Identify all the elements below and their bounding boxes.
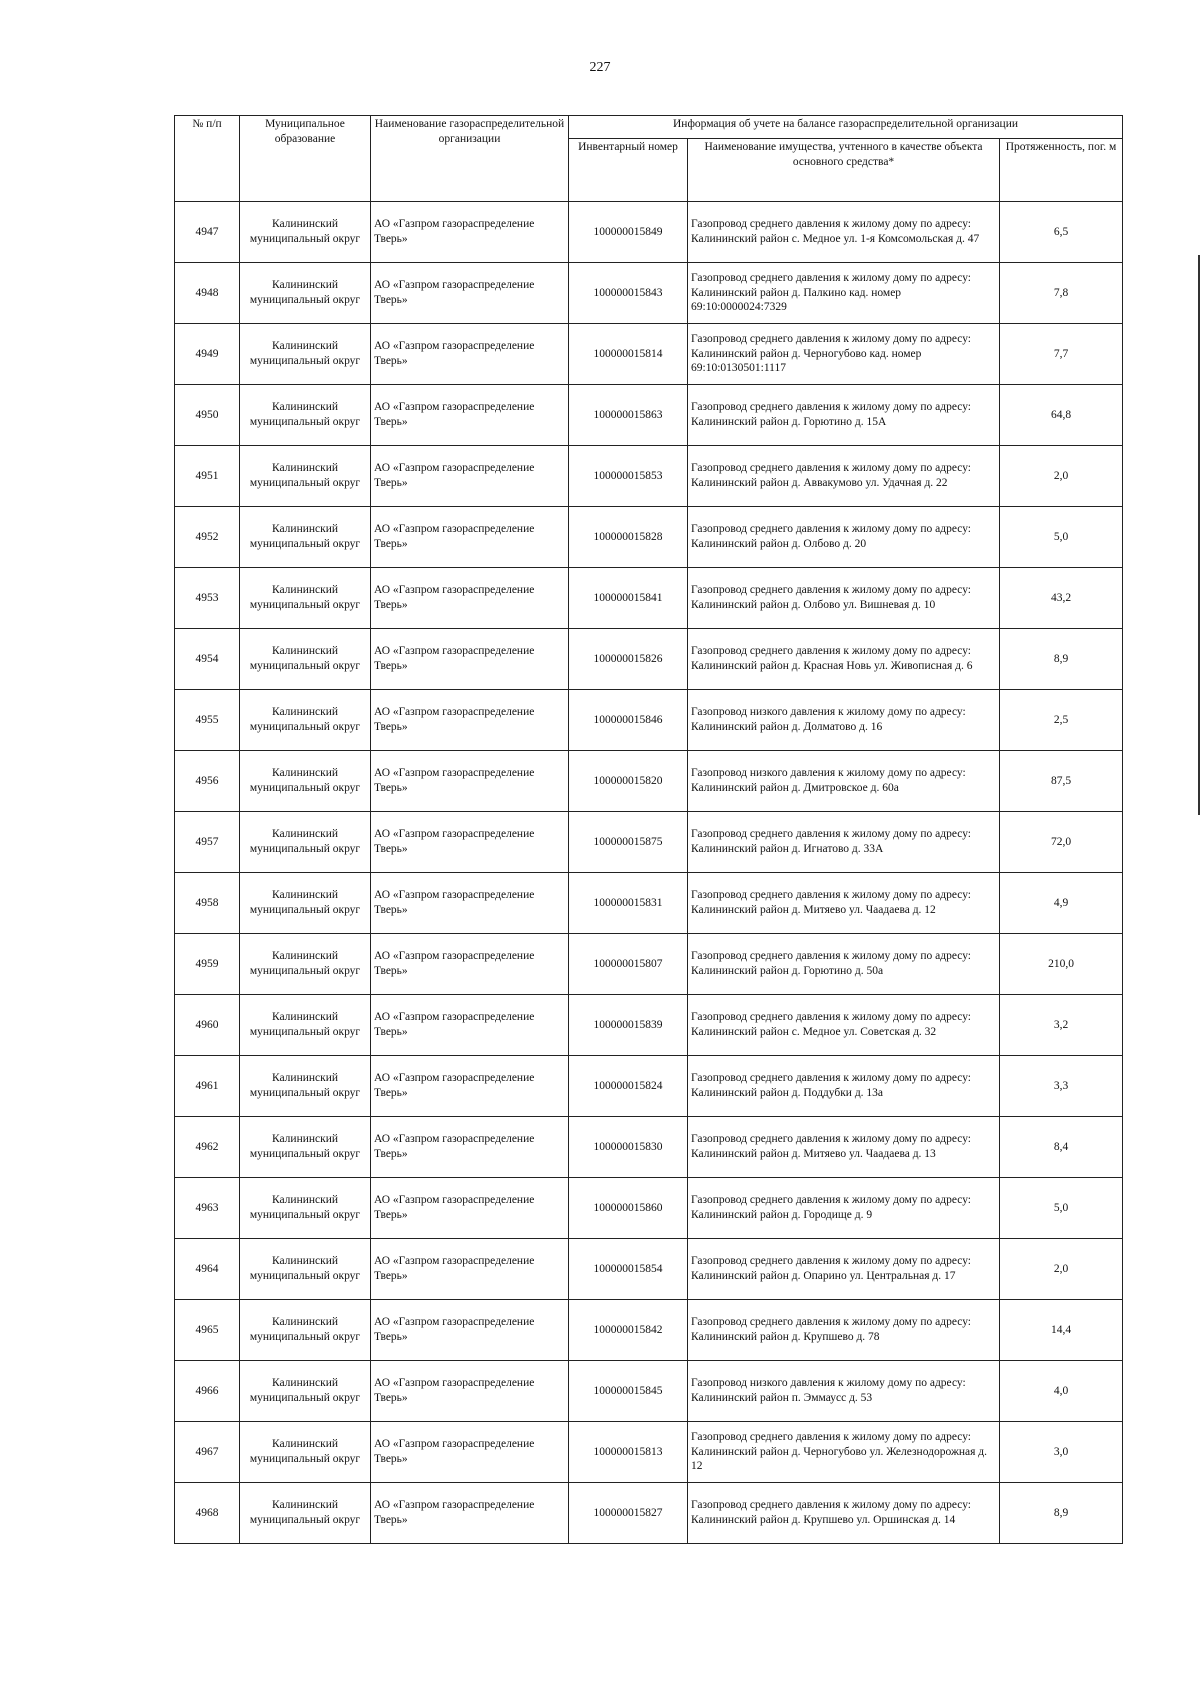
row-length: 3,2	[1000, 995, 1123, 1056]
row-length: 7,7	[1000, 324, 1123, 385]
row-organization: АО «Газпром газораспределение Тверь»	[371, 1117, 569, 1178]
row-asset-name: Газопровод среднего давления к жилому дому по адресу: Калининский район д. Горютино д. 50а	[688, 934, 1000, 995]
row-number: 4956	[175, 751, 240, 812]
row-inventory-number: 100000015875	[569, 812, 688, 873]
row-inventory-number: 100000015830	[569, 1117, 688, 1178]
table-row	[175, 446, 1123, 507]
row-number: 4962	[175, 1117, 240, 1178]
row-organization: АО «Газпром газораспределение Тверь»	[371, 751, 569, 812]
row-inventory-number: 100000015843	[569, 263, 688, 324]
header-asset-name: Наименование имущества, учтенного в качестве объекта основного средства*	[688, 139, 1000, 202]
row-municipality: Калининский муниципальный округ	[240, 1056, 371, 1117]
row-number: 4967	[175, 1422, 240, 1483]
row-organization: АО «Газпром газораспределение Тверь»	[371, 1178, 569, 1239]
row-inventory-number: 100000015807	[569, 934, 688, 995]
table-row	[175, 1056, 1123, 1117]
table-row	[175, 1239, 1123, 1300]
page-number: 227	[589, 60, 611, 75]
row-number: 4965	[175, 1300, 240, 1361]
row-organization: АО «Газпром газораспределение Тверь»	[371, 995, 569, 1056]
table-row	[175, 1178, 1123, 1239]
row-municipality: Калининский муниципальный округ	[240, 934, 371, 995]
row-municipality: Калининский муниципальный округ	[240, 507, 371, 568]
row-municipality: Калининский муниципальный округ	[240, 690, 371, 751]
row-length: 8,4	[1000, 1117, 1123, 1178]
row-length: 8,9	[1000, 1483, 1123, 1544]
row-inventory-number: 100000015849	[569, 202, 688, 263]
table-row	[175, 690, 1123, 751]
row-municipality: Калининский муниципальный округ	[240, 1178, 371, 1239]
row-number: 4958	[175, 873, 240, 934]
row-inventory-number: 100000015854	[569, 1239, 688, 1300]
row-inventory-number: 100000015824	[569, 1056, 688, 1117]
row-organization: АО «Газпром газораспределение Тверь»	[371, 324, 569, 385]
row-inventory-number: 100000015827	[569, 1483, 688, 1544]
row-organization: АО «Газпром газораспределение Тверь»	[371, 1056, 569, 1117]
table-row	[175, 1117, 1123, 1178]
row-length: 5,0	[1000, 1178, 1123, 1239]
row-length: 8,9	[1000, 629, 1123, 690]
row-asset-name: Газопровод низкого давления к жилому дому по адресу: Калининский район д. Долматово д. 16	[688, 690, 1000, 751]
table-row	[175, 1422, 1123, 1483]
row-length: 2,5	[1000, 690, 1123, 751]
row-length: 5,0	[1000, 507, 1123, 568]
row-organization: АО «Газпром газораспределение Тверь»	[371, 385, 569, 446]
row-number: 4952	[175, 507, 240, 568]
table-header	[175, 116, 1123, 202]
row-municipality: Калининский муниципальный округ	[240, 1422, 371, 1483]
row-municipality: Калининский муниципальный округ	[240, 263, 371, 324]
header-balance-info: Информация об учете на балансе газораспределительной организации	[569, 116, 1123, 139]
row-asset-name: Газопровод среднего давления к жилому дому по адресу: Калининский район д. Митяево ул. Чаадаева д. 12	[688, 873, 1000, 934]
row-length: 3,3	[1000, 1056, 1123, 1117]
row-length: 64,8	[1000, 385, 1123, 446]
row-municipality: Калининский муниципальный округ	[240, 324, 371, 385]
row-number: 4949	[175, 324, 240, 385]
row-organization: АО «Газпром газораспределение Тверь»	[371, 812, 569, 873]
row-asset-name: Газопровод среднего давления к жилому дому по адресу: Калининский район д. Опарино ул. Центральная д. 17	[688, 1239, 1000, 1300]
row-organization: АО «Газпром газораспределение Тверь»	[371, 446, 569, 507]
row-inventory-number: 100000015820	[569, 751, 688, 812]
row-organization: АО «Газпром газораспределение Тверь»	[371, 934, 569, 995]
table-row	[175, 202, 1123, 263]
row-municipality: Калининский муниципальный округ	[240, 1483, 371, 1544]
row-inventory-number: 100000015813	[569, 1422, 688, 1483]
header-length: Протяженность, пог. м	[1000, 139, 1123, 202]
row-asset-name: Газопровод среднего давления к жилому дому по адресу: Калининский район д. Крупшево ул. Оршинская д. 14	[688, 1483, 1000, 1544]
table-row	[175, 812, 1123, 873]
header-organization: Наименование газораспределительной организации	[371, 116, 569, 202]
row-inventory-number: 100000015863	[569, 385, 688, 446]
row-municipality: Калининский муниципальный округ	[240, 995, 371, 1056]
row-number: 4955	[175, 690, 240, 751]
table-row	[175, 1361, 1123, 1422]
row-asset-name: Газопровод среднего давления к жилому дому по адресу: Калининский район д. Крупшево д. 78	[688, 1300, 1000, 1361]
row-municipality: Калининский муниципальный округ	[240, 385, 371, 446]
row-length: 4,9	[1000, 873, 1123, 934]
row-asset-name: Газопровод среднего давления к жилому дому по адресу: Калининский район д. Городище д. 9	[688, 1178, 1000, 1239]
row-number: 4950	[175, 385, 240, 446]
row-asset-name: Газопровод среднего давления к жилому дому по адресу: Калининский район д. Олбово д. 20	[688, 507, 1000, 568]
table-row	[175, 1300, 1123, 1361]
row-asset-name: Газопровод среднего давления к жилому дому по адресу: Калининский район д. Черногубово ул. Железнодорожная д. 12	[688, 1422, 1000, 1483]
row-asset-name: Газопровод среднего давления к жилому дому по адресу: Калининский район с. Медное ул. Советская д. 32	[688, 995, 1000, 1056]
row-number: 4963	[175, 1178, 240, 1239]
table-row	[175, 873, 1123, 934]
row-length: 2,0	[1000, 446, 1123, 507]
row-inventory-number: 100000015842	[569, 1300, 688, 1361]
row-asset-name: Газопровод среднего давления к жилому дому по адресу: Калининский район д. Красная Новь ул. Живописная д. 6	[688, 629, 1000, 690]
table-row	[175, 324, 1123, 385]
row-length: 6,5	[1000, 202, 1123, 263]
row-length: 7,8	[1000, 263, 1123, 324]
row-organization: АО «Газпром газораспределение Тверь»	[371, 568, 569, 629]
row-municipality: Калининский муниципальный округ	[240, 568, 371, 629]
row-municipality: Калининский муниципальный округ	[240, 202, 371, 263]
row-number: 4948	[175, 263, 240, 324]
row-municipality: Калининский муниципальный округ	[240, 751, 371, 812]
row-length: 72,0	[1000, 812, 1123, 873]
row-length: 14,4	[1000, 1300, 1123, 1361]
row-organization: АО «Газпром газораспределение Тверь»	[371, 690, 569, 751]
row-organization: АО «Газпром газораспределение Тверь»	[371, 629, 569, 690]
table-row	[175, 263, 1123, 324]
row-organization: АО «Газпром газораспределение Тверь»	[371, 1483, 569, 1544]
row-inventory-number: 100000015828	[569, 507, 688, 568]
row-inventory-number: 100000015814	[569, 324, 688, 385]
row-organization: АО «Газпром газораспределение Тверь»	[371, 507, 569, 568]
row-number: 4960	[175, 995, 240, 1056]
table-row	[175, 1483, 1123, 1544]
row-organization: АО «Газпром газораспределение Тверь»	[371, 873, 569, 934]
row-organization: АО «Газпром газораспределение Тверь»	[371, 263, 569, 324]
row-number: 4961	[175, 1056, 240, 1117]
row-municipality: Калининский муниципальный округ	[240, 1239, 371, 1300]
row-municipality: Калининский муниципальный округ	[240, 873, 371, 934]
row-length: 2,0	[1000, 1239, 1123, 1300]
row-asset-name: Газопровод среднего давления к жилому дому по адресу: Калининский район д. Олбово ул. Вишневая д. 10	[688, 568, 1000, 629]
row-asset-name: Газопровод среднего давления к жилому дому по адресу: Калининский район д. Горютино д. 15А	[688, 385, 1000, 446]
row-number: 4954	[175, 629, 240, 690]
header-num: № п/п	[175, 116, 240, 202]
row-number: 4951	[175, 446, 240, 507]
row-number: 4968	[175, 1483, 240, 1544]
row-length: 3,0	[1000, 1422, 1123, 1483]
row-municipality: Калининский муниципальный округ	[240, 1117, 371, 1178]
row-asset-name: Газопровод низкого давления к жилому дому по адресу: Калининский район д. Дмитровское д. 60а	[688, 751, 1000, 812]
gas-pipeline-registry-table	[174, 115, 1123, 1544]
row-number: 4957	[175, 812, 240, 873]
header-inventory-number: Инвентарный номер	[569, 139, 688, 202]
row-asset-name: Газопровод среднего давления к жилому дому по адресу: Калининский район д. Черногубово кад. номер 69:10:0130501:1117	[688, 324, 1000, 385]
table-row	[175, 629, 1123, 690]
row-municipality: Калининский муниципальный округ	[240, 1361, 371, 1422]
table-row	[175, 568, 1123, 629]
row-inventory-number: 100000015846	[569, 690, 688, 751]
row-asset-name: Газопровод среднего давления к жилому дому по адресу: Калининский район с. Медное ул. 1-я Комсомольская д. 47	[688, 202, 1000, 263]
header-municipality: Муниципальное образование	[240, 116, 371, 202]
row-length: 4,0	[1000, 1361, 1123, 1422]
row-inventory-number: 100000015841	[569, 568, 688, 629]
row-inventory-number: 100000015845	[569, 1361, 688, 1422]
row-number: 4953	[175, 568, 240, 629]
row-municipality: Калининский муниципальный округ	[240, 446, 371, 507]
row-asset-name: Газопровод среднего давления к жилому дому по адресу: Калининский район д. Митяево ул. Чаадаева д. 13	[688, 1117, 1000, 1178]
row-organization: АО «Газпром газораспределение Тверь»	[371, 1239, 569, 1300]
row-asset-name: Газопровод низкого давления к жилому дому по адресу: Калининский район п. Эммаусс д. 53	[688, 1361, 1000, 1422]
row-organization: АО «Газпром газораспределение Тверь»	[371, 1422, 569, 1483]
row-inventory-number: 100000015839	[569, 995, 688, 1056]
row-length: 210,0	[1000, 934, 1123, 995]
table-row	[175, 934, 1123, 995]
table-row	[175, 995, 1123, 1056]
row-length: 87,5	[1000, 751, 1123, 812]
row-number: 4959	[175, 934, 240, 995]
row-asset-name: Газопровод среднего давления к жилому дому по адресу: Калининский район д. Аввакумово ул. Удачная д. 22	[688, 446, 1000, 507]
row-municipality: Калининский муниципальный округ	[240, 629, 371, 690]
row-length: 43,2	[1000, 568, 1123, 629]
row-organization: АО «Газпром газораспределение Тверь»	[371, 202, 569, 263]
row-organization: АО «Газпром газораспределение Тверь»	[371, 1300, 569, 1361]
row-inventory-number: 100000015853	[569, 446, 688, 507]
table-body	[175, 202, 1123, 1544]
row-organization: АО «Газпром газораспределение Тверь»	[371, 1361, 569, 1422]
table-row	[175, 751, 1123, 812]
row-municipality: Калининский муниципальный округ	[240, 1300, 371, 1361]
table-row	[175, 507, 1123, 568]
row-number: 4947	[175, 202, 240, 263]
row-asset-name: Газопровод среднего давления к жилому дому по адресу: Калининский район д. Палкино кад. номер 69:10:0000024:7329	[688, 263, 1000, 324]
row-inventory-number: 100000015860	[569, 1178, 688, 1239]
row-inventory-number: 100000015826	[569, 629, 688, 690]
row-number: 4966	[175, 1361, 240, 1422]
row-number: 4964	[175, 1239, 240, 1300]
row-inventory-number: 100000015831	[569, 873, 688, 934]
row-asset-name: Газопровод среднего давления к жилому дому по адресу: Калининский район д. Поддубки д. 13а	[688, 1056, 1000, 1117]
row-asset-name: Газопровод среднего давления к жилому дому по адресу: Калининский район д. Игнатово д. 33А	[688, 812, 1000, 873]
row-municipality: Калининский муниципальный округ	[240, 812, 371, 873]
table-row	[175, 385, 1123, 446]
